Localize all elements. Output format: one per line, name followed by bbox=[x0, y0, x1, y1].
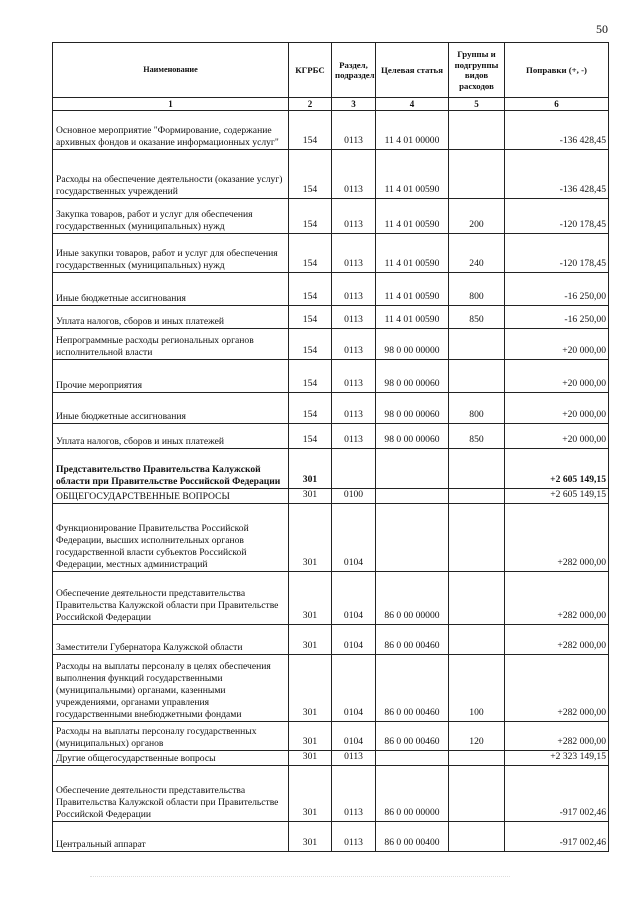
row-kgrbs: 154 bbox=[289, 199, 332, 234]
table-row bbox=[53, 722, 609, 751]
row-kgrbs: 301 bbox=[289, 572, 332, 625]
row-amount: -16 250,00 bbox=[505, 306, 609, 329]
row-target: 11 4 01 00590 bbox=[376, 234, 449, 273]
row-target: 11 4 01 00590 bbox=[376, 150, 449, 199]
row-amount: +20 000,00 bbox=[505, 360, 609, 393]
row-name: Представительство Правительства Калужской области при Правительстве Российской Федерации bbox=[53, 449, 289, 489]
row-group: 120 bbox=[449, 722, 505, 751]
row-group bbox=[449, 329, 505, 360]
row-group: 850 bbox=[449, 306, 505, 329]
row-name: Иные бюджетные ассигнования bbox=[53, 393, 289, 424]
row-name: Центральный аппарат bbox=[53, 822, 289, 852]
header-section: Раздел, подраздел bbox=[332, 43, 376, 98]
row-name: Обеспечение деятельности представительства Правительства Калужской области при Правительстве Российской Федерации bbox=[53, 766, 289, 822]
row-kgrbs: 301 bbox=[289, 722, 332, 751]
row-target: 98 0 00 00060 bbox=[376, 360, 449, 393]
row-amount: +282 000,00 bbox=[505, 504, 609, 572]
column-number: 4 bbox=[376, 98, 449, 111]
row-name: Уплата налогов, сборов и иных платежей bbox=[53, 306, 289, 329]
table-row bbox=[53, 199, 609, 234]
row-section: 0113 bbox=[332, 111, 376, 150]
row-name: ОБЩЕГОСУДАРСТВЕННЫЕ ВОПРОСЫ bbox=[53, 489, 289, 504]
table-row bbox=[53, 625, 609, 655]
row-group bbox=[449, 489, 505, 504]
row-amount: +20 000,00 bbox=[505, 424, 609, 449]
row-name: Прочие мероприятия bbox=[53, 360, 289, 393]
table-row bbox=[53, 504, 609, 572]
row-group bbox=[449, 572, 505, 625]
row-amount: +20 000,00 bbox=[505, 329, 609, 360]
row-group bbox=[449, 449, 505, 489]
row-section: 0113 bbox=[332, 393, 376, 424]
row-target: 11 4 01 00590 bbox=[376, 306, 449, 329]
row-target: 86 0 00 00460 bbox=[376, 722, 449, 751]
row-group bbox=[449, 766, 505, 822]
row-section: 0104 bbox=[332, 572, 376, 625]
row-name: Расходы на выплаты персоналу в целях обеспечения выполнения функций государственными (муниципальными) органами, казенными учреждениями, органами управления государственными внебюджетными фондами bbox=[53, 655, 289, 722]
row-group bbox=[449, 504, 505, 572]
row-name: Другие общегосударственные вопросы bbox=[53, 751, 289, 766]
row-section: 0113 bbox=[332, 199, 376, 234]
table-row bbox=[53, 393, 609, 424]
column-number: 5 bbox=[449, 98, 505, 111]
row-group: 240 bbox=[449, 234, 505, 273]
row-group bbox=[449, 111, 505, 150]
row-amount: +20 000,00 bbox=[505, 393, 609, 424]
row-section: 0100 bbox=[332, 489, 376, 504]
column-number: 1 bbox=[53, 98, 289, 111]
table-row bbox=[53, 273, 609, 306]
row-section: 0113 bbox=[332, 822, 376, 852]
row-kgrbs: 301 bbox=[289, 625, 332, 655]
row-kgrbs: 154 bbox=[289, 393, 332, 424]
budget-table bbox=[52, 42, 609, 852]
row-name: Уплата налогов, сборов и иных платежей bbox=[53, 424, 289, 449]
row-target: 98 0 00 00060 bbox=[376, 393, 449, 424]
table-row bbox=[53, 111, 609, 150]
header-groups: Группы и подгруппы видов расходов bbox=[449, 43, 505, 98]
table-row bbox=[53, 329, 609, 360]
row-kgrbs: 301 bbox=[289, 449, 332, 489]
table-row bbox=[53, 150, 609, 199]
table-row bbox=[53, 751, 609, 766]
row-target bbox=[376, 504, 449, 572]
row-target bbox=[376, 449, 449, 489]
row-group: 800 bbox=[449, 273, 505, 306]
row-kgrbs: 301 bbox=[289, 504, 332, 572]
row-target: 86 0 00 00000 bbox=[376, 572, 449, 625]
row-group bbox=[449, 625, 505, 655]
table-row bbox=[53, 489, 609, 504]
row-name: Обеспечение деятельности представительства Правительства Калужской области при Правительстве Российской Федерации bbox=[53, 572, 289, 625]
row-section: 0104 bbox=[332, 722, 376, 751]
row-kgrbs: 154 bbox=[289, 306, 332, 329]
row-section: 0113 bbox=[332, 150, 376, 199]
row-amount: -136 428,45 bbox=[505, 111, 609, 150]
column-number: 6 bbox=[505, 98, 609, 111]
row-section: 0113 bbox=[332, 360, 376, 393]
row-kgrbs: 154 bbox=[289, 234, 332, 273]
row-name: Основное мероприятие "Формирование, содержание архивных фондов и оказание информационных услуг" bbox=[53, 111, 289, 150]
row-section: 0113 bbox=[332, 234, 376, 273]
row-amount: -917 002,46 bbox=[505, 766, 609, 822]
scan-artifact bbox=[90, 876, 510, 878]
row-kgrbs: 301 bbox=[289, 822, 332, 852]
row-kgrbs: 301 bbox=[289, 766, 332, 822]
row-section: 0113 bbox=[332, 329, 376, 360]
row-section: 0113 bbox=[332, 424, 376, 449]
row-target: 86 0 00 00400 bbox=[376, 822, 449, 852]
header-amendments: Поправки (+, -) bbox=[505, 43, 609, 98]
row-amount: -917 002,46 bbox=[505, 822, 609, 852]
row-group bbox=[449, 822, 505, 852]
row-section: 0113 bbox=[332, 751, 376, 766]
row-group: 800 bbox=[449, 393, 505, 424]
row-amount: +282 000,00 bbox=[505, 625, 609, 655]
table-row bbox=[53, 655, 609, 722]
row-target bbox=[376, 489, 449, 504]
row-amount: +282 000,00 bbox=[505, 655, 609, 722]
table-row bbox=[53, 822, 609, 852]
row-kgrbs: 154 bbox=[289, 273, 332, 306]
row-target: 86 0 00 00460 bbox=[376, 625, 449, 655]
row-name: Иные закупки товаров, работ и услуг для обеспечения государственных (муниципальных) нужд bbox=[53, 234, 289, 273]
row-section: 0104 bbox=[332, 625, 376, 655]
column-number: 3 bbox=[332, 98, 376, 111]
row-section bbox=[332, 449, 376, 489]
row-target: 11 4 01 00590 bbox=[376, 199, 449, 234]
row-target: 86 0 00 00000 bbox=[376, 766, 449, 822]
row-group bbox=[449, 751, 505, 766]
row-amount: +2 605 149,15 bbox=[505, 449, 609, 489]
row-target: 11 4 01 00590 bbox=[376, 273, 449, 306]
row-section: 0113 bbox=[332, 306, 376, 329]
header-target: Целевая статья bbox=[376, 43, 449, 98]
row-amount: +282 000,00 bbox=[505, 572, 609, 625]
row-kgrbs: 301 bbox=[289, 489, 332, 504]
row-kgrbs: 301 bbox=[289, 655, 332, 722]
table-row bbox=[53, 572, 609, 625]
row-kgrbs: 301 bbox=[289, 751, 332, 766]
row-target: 11 4 01 00000 bbox=[376, 111, 449, 150]
row-kgrbs: 154 bbox=[289, 424, 332, 449]
row-name: Закупка товаров, работ и услуг для обеспечения государственных (муниципальных) нужд bbox=[53, 199, 289, 234]
table-row bbox=[53, 306, 609, 329]
row-amount: +2 605 149,15 bbox=[505, 489, 609, 504]
row-name: Расходы на выплаты персоналу государственных (муниципальных) органов bbox=[53, 722, 289, 751]
row-name: Функционирование Правительства Российской Федерации, высших исполнительных органов государственной власти субъектов Российской Федерации, местных администраций bbox=[53, 504, 289, 572]
row-amount: -120 178,45 bbox=[505, 234, 609, 273]
row-section: 0113 bbox=[332, 273, 376, 306]
row-amount: -136 428,45 bbox=[505, 150, 609, 199]
header-kgrbs: КГРБС bbox=[289, 43, 332, 98]
row-group bbox=[449, 360, 505, 393]
row-group: 100 bbox=[449, 655, 505, 722]
row-target bbox=[376, 751, 449, 766]
column-number: 2 bbox=[289, 98, 332, 111]
row-name: Иные бюджетные ассигнования bbox=[53, 273, 289, 306]
row-section: 0104 bbox=[332, 655, 376, 722]
row-amount: -120 178,45 bbox=[505, 199, 609, 234]
row-section: 0113 bbox=[332, 766, 376, 822]
row-section: 0104 bbox=[332, 504, 376, 572]
row-target: 86 0 00 00460 bbox=[376, 655, 449, 722]
table-row bbox=[53, 360, 609, 393]
column-number-row bbox=[53, 98, 609, 111]
page-number: 50 bbox=[596, 22, 608, 36]
header-name: Наименование bbox=[53, 43, 289, 98]
row-group bbox=[449, 150, 505, 199]
header-row bbox=[53, 43, 609, 98]
row-group: 200 bbox=[449, 199, 505, 234]
table-row bbox=[53, 766, 609, 822]
table-row bbox=[53, 234, 609, 273]
table-row bbox=[53, 424, 609, 449]
row-amount: +2 323 149,15 bbox=[505, 751, 609, 766]
row-group: 850 bbox=[449, 424, 505, 449]
row-kgrbs: 154 bbox=[289, 360, 332, 393]
row-amount: -16 250,00 bbox=[505, 273, 609, 306]
row-name: Расходы на обеспечение деятельности (оказание услуг) государственных учреждений bbox=[53, 150, 289, 199]
row-target: 98 0 00 00000 bbox=[376, 329, 449, 360]
row-target: 98 0 00 00060 bbox=[376, 424, 449, 449]
row-name: Непрограммные расходы региональных органов исполнительной власти bbox=[53, 329, 289, 360]
row-kgrbs: 154 bbox=[289, 329, 332, 360]
row-name: Заместители Губернатора Калужской области bbox=[53, 625, 289, 655]
table-row bbox=[53, 449, 609, 489]
row-kgrbs: 154 bbox=[289, 111, 332, 150]
row-amount: +282 000,00 bbox=[505, 722, 609, 751]
row-kgrbs: 154 bbox=[289, 150, 332, 199]
